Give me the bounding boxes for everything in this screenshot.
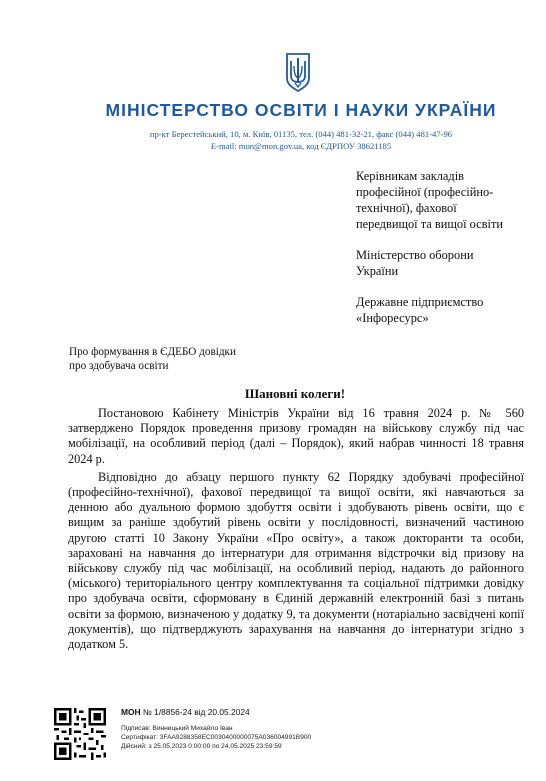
greeting: Шановні колеги! (244, 386, 346, 401)
org-abbrev: МОН (121, 707, 141, 717)
ministry-name: МІНІСТЕРСТВО ОСВІТИ І НАУКИ УКРАЇНИ (105, 100, 497, 120)
recipient-ministry-of-defence: Міністерство оборони України (356, 248, 474, 278)
ministry-contacts: E-mail: mon@mon.gov.ua, код ЄДРПОУ 38621185 (210, 141, 392, 151)
certificate-validity: Дійсний: з 25.05.2023 0:00:00 по 24.05.2025 23:59:59 (121, 743, 282, 750)
paragraph-resolution: Постановою Кабінету Міністрів України від 16 травня 2024 р. № 560 затверджено Порядок проведення призову громадян на військову службу під час мобілізації, на особливий період (далі – Порядок), який набрав чинності 18 травня 2024 р. (68, 406, 524, 466)
letter-body (68, 406, 524, 655)
ministry-address: пр-кт Берестейський, 10, м. Київ, 01135, тел. (044) 481-32-21, факс (044) 481-47-96 (149, 129, 453, 139)
certificate-id: Сертифікат: 3FAA9288358EC0030400000075A036004991B900 (121, 734, 312, 741)
recipient-institutions: Керівникам закладів професійної (професійно- технічної), фахової передвищої та вищої освіти (356, 169, 503, 231)
recipients-block (356, 168, 534, 341)
registration-stamp (121, 707, 311, 717)
letter-subject: Про формування в ЄДЕБО довідки про здобувача освіти (69, 346, 236, 372)
recipient-inforesurs: Державне підприємство «Інфоресурс» (356, 295, 484, 325)
signer-name: Підписав: Винницький Михайло Іван (121, 725, 233, 732)
qr-code-icon (54, 708, 106, 760)
digital-signature-block (121, 707, 311, 751)
registration-number: № 1/8856-24 від 20.05.2024 (142, 707, 250, 717)
paragraph-requirements: Відповідно до абзацу першого пункту 62 Порядку здобувачі професійної (професійно-технічної), фахової передвищої та вищої освіти, які навчаються за денною або дуальною формою здобуття освіти і здобувають рівень освіти, що є вищим за раніше здобутий рівень освіти у послідовності, визначений частиною другою статті 10 Закону України «Про освіту», а також докторанти та особи, зараховані на навчання до інтернатури для отримання відстрочки від призову на військову службу під час мобілізації, на особливий період, надають до районного (міського) територіального центру комплектування та соціальної підтримки довідку про здобувача освіти, сформовану в Єдиній державній електронній базі з питань освіти за формою, визначеною у додатку 9, та документи (нотаріально засвідчені копії документів), що підтверджують зарахування на навчання до інтернатури згідно з додатком 5. (68, 469, 524, 652)
trident-coat-of-arms-icon (285, 52, 311, 92)
